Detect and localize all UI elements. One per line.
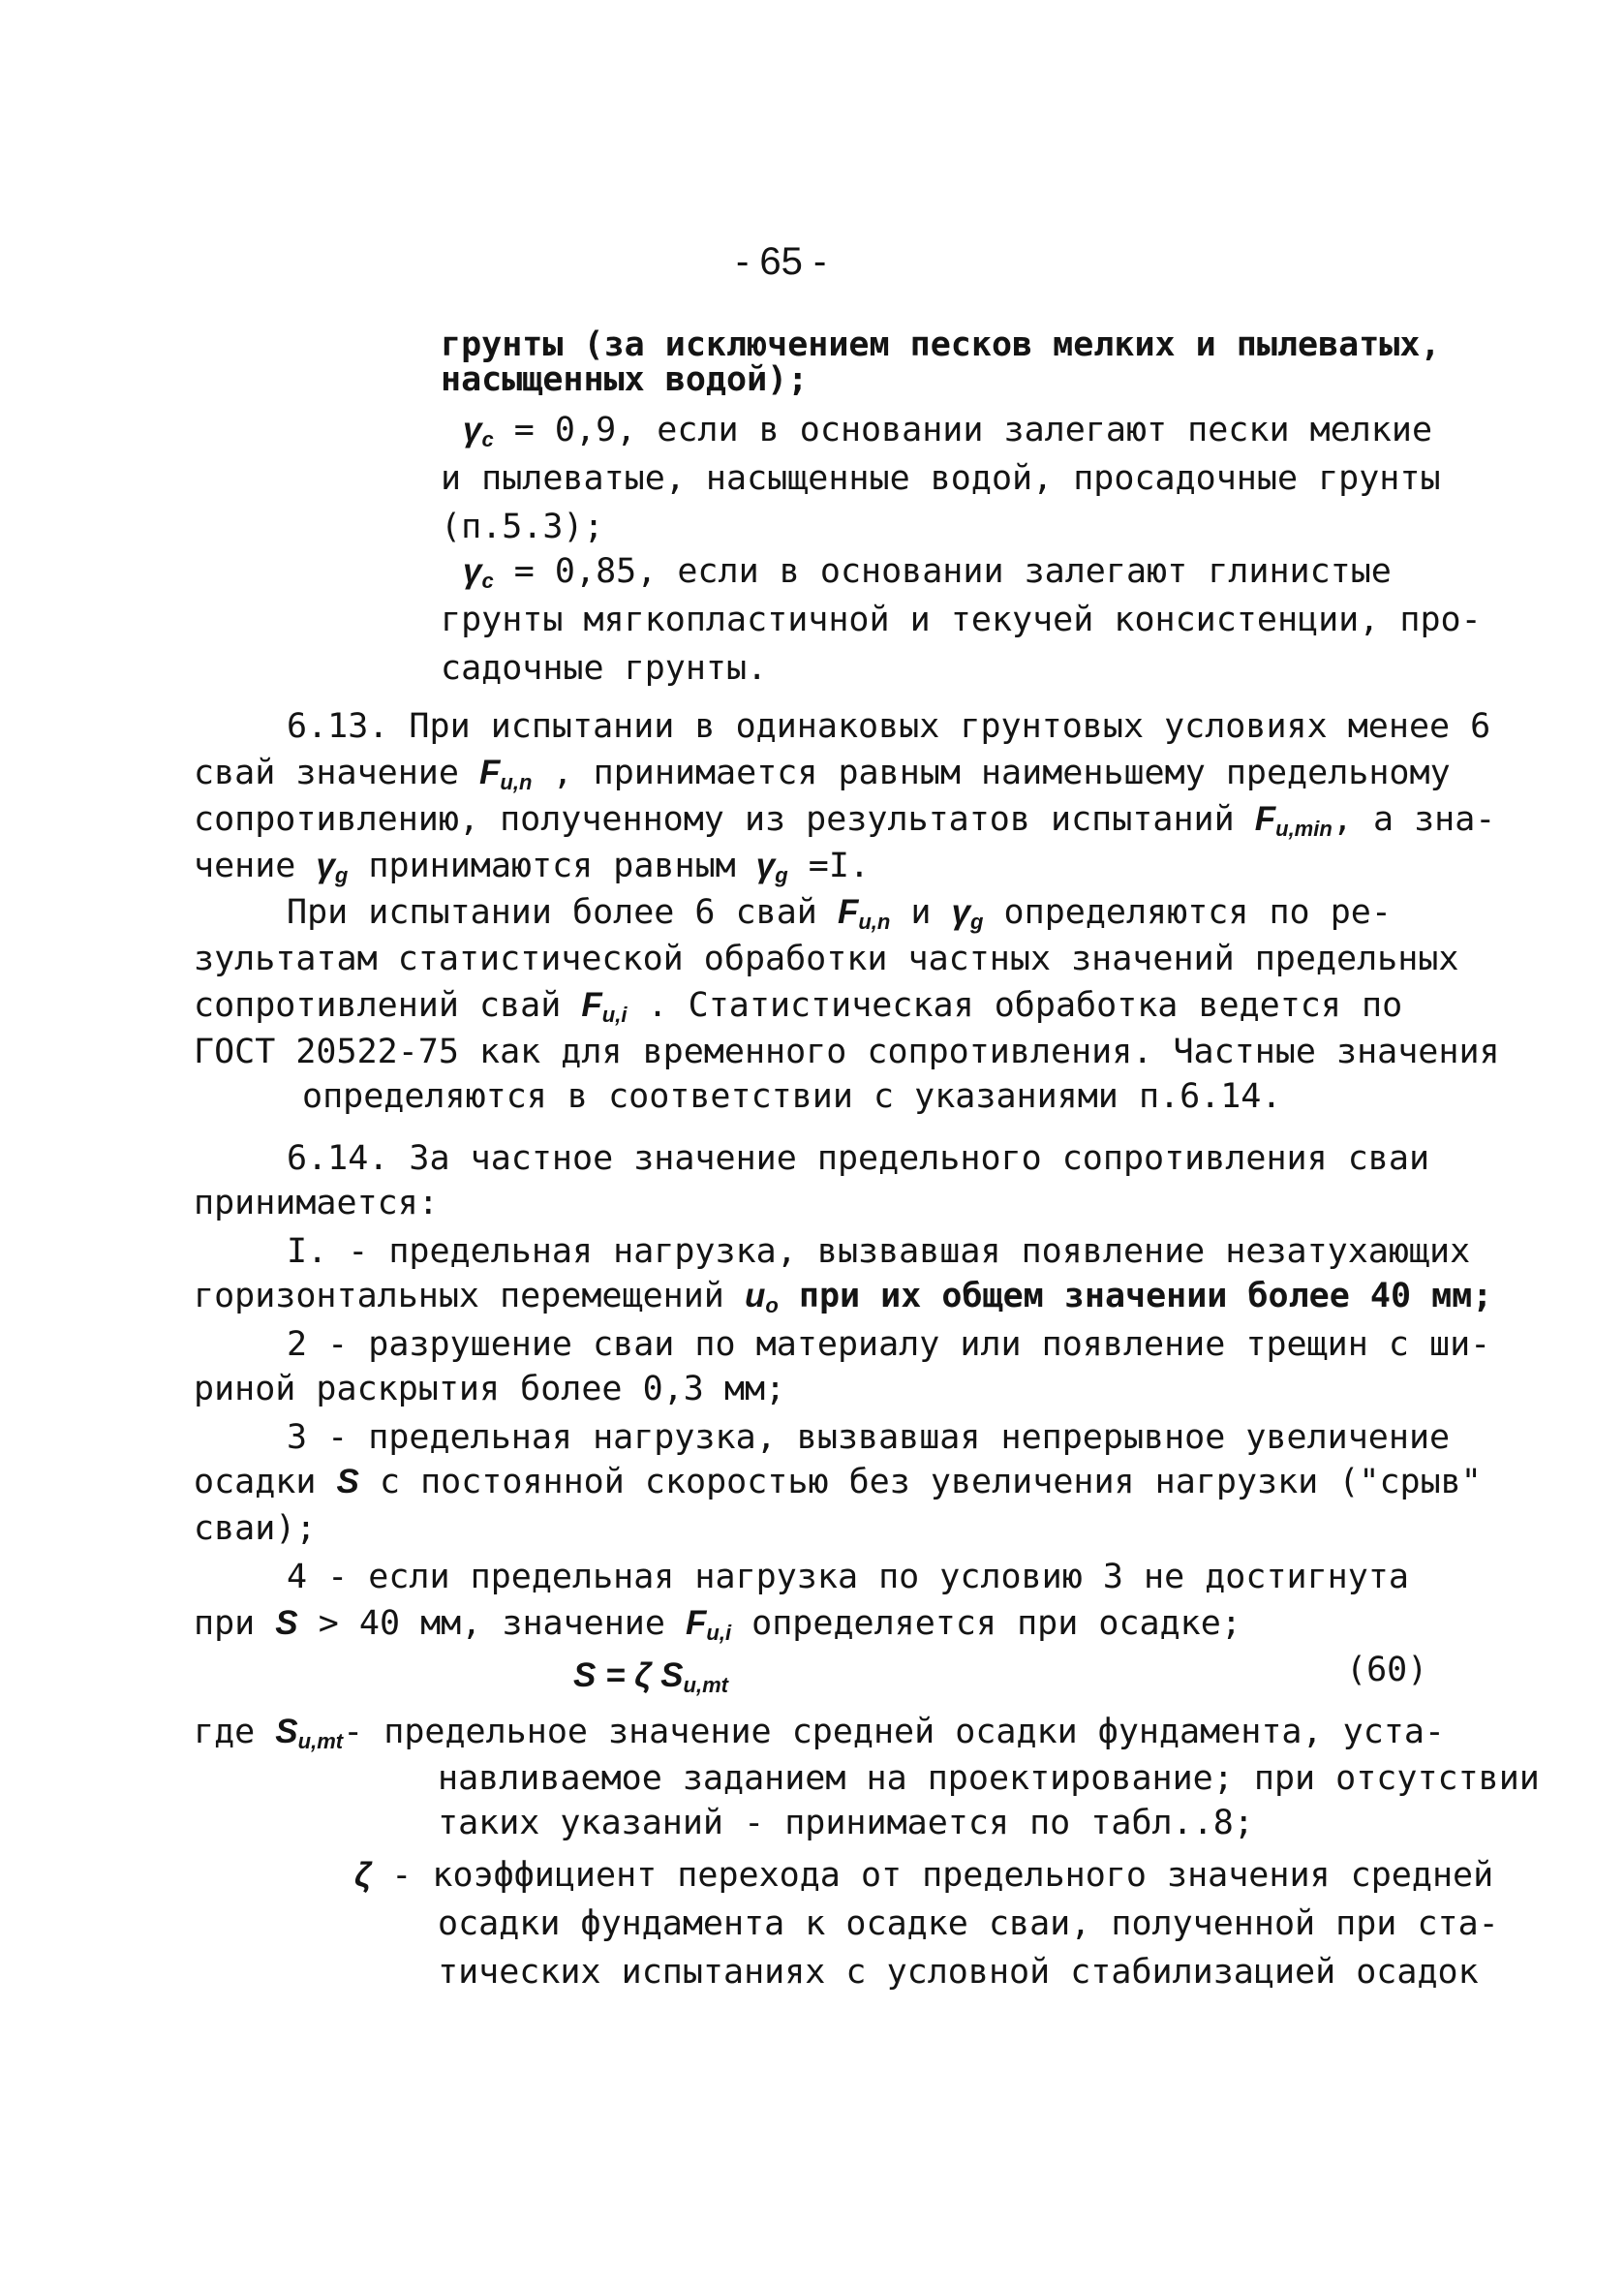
where-clause-line: где $S_{u,mt}-$ предельное значение средней осадки фундамента, уста-: [194, 1713, 1445, 1753]
paragraph-6-14-line: 6.14. За частное значение предельного сопротивления сваи: [287, 1139, 1430, 1178]
paragraph-6-13-line: зультатам статистической обработки частных значений предельных: [194, 940, 1459, 978]
list-item: сваи);: [194, 1509, 317, 1548]
where-clause-line: осадки фундамента к осадке сваи, полученной при ста-: [438, 1904, 1499, 1943]
paragraph-6-13-line: ГОСТ 20522-75 как для временного сопротивления. Частные значения: [194, 1033, 1500, 1071]
formula: S = ζ $S_{u,mt}$: [573, 1656, 728, 1697]
paragraph-6-13-line: определяются в соответствии с указаниями п.6.14.: [302, 1077, 1282, 1116]
paragraph-6-13-line: 6.13. При испытании в одинаковых грунтовых условиях менее 6: [287, 707, 1491, 746]
text-line: насыщенных водой);: [441, 360, 809, 399]
list-item: осадки S с постоянной скоростью без увеличения нагрузки ("срыв": [194, 1463, 1482, 1501]
paragraph-6-13-line: чение $\gamma_g$ принимаются равным $\gamma_g =I$.: [194, 847, 871, 887]
page-number: - 65 -: [736, 240, 827, 283]
paragraph-6-13-line: При испытании более 6 свай $F_{u,n}$ и $\gamma_g$ определяются по ре-: [287, 893, 1392, 934]
list-item: 2 - разрушение сваи по материалу или появление трещин с ши-: [287, 1325, 1491, 1364]
list-item: риной раскрытия более 0,3 мм;: [194, 1370, 786, 1408]
text-line: $\gamma_c = 0,9$, если в основании залегают пески мелкие: [463, 411, 1433, 451]
list-item: при S > 40 мм, значение $F_{u,i}$ определяется при осадке;: [194, 1604, 1241, 1645]
list-item: I. - предельная нагрузка, вызвавшая появление незатухающих: [287, 1232, 1471, 1271]
text-line: грунты мягкопластичной и текучей консистенции, про-: [441, 601, 1482, 639]
where-clause-line: ζ - коэффициент перехода от предельного значения средней: [354, 1856, 1494, 1895]
text-line: $\gamma_c = 0,85$, если в основании залегают глинистые: [463, 552, 1392, 593]
formula-number: (60): [1346, 1651, 1428, 1689]
where-clause-line: тических испытаниях с условной стабилизацией осадок: [438, 1953, 1479, 1992]
paragraph-6-13-line: сопротивлению, полученному из результатов испытаний $F_{u,min}$, а зна-: [194, 800, 1496, 841]
paragraph-6-13-line: сопротивлений свай $F_{u,i}$ . Статистическая обработка ведется по: [194, 986, 1403, 1027]
text-line: грунты (за исключением песков мелких и пылеватых,: [441, 325, 1441, 364]
list-item: горизонтальных перемещений $u_o$ при их общем значении более 40 мм;: [194, 1277, 1493, 1317]
where-clause-line: таких указаний - принимается по табл..8;: [438, 1804, 1254, 1842]
text-line: и пылеватые, насыщенные водой, просадочные грунты: [441, 459, 1441, 498]
paragraph-6-13-line: свай значение $F_{u,n}$ , принимается равным наименьшему предельному: [194, 754, 1451, 794]
list-item: 4 - если предельная нагрузка по условию 3 не достигнута: [287, 1558, 1409, 1596]
paragraph-6-14-line: принимается:: [194, 1184, 439, 1222]
list-item: 3 - предельная нагрузка, вызвавшая непрерывное увеличение: [287, 1418, 1451, 1457]
text-line: (п.5.3);: [441, 508, 604, 546]
where-clause-line: навливаемое заданием на проектирование; при отсутствии: [438, 1759, 1540, 1798]
text-line: садочные грунты.: [441, 649, 768, 688]
